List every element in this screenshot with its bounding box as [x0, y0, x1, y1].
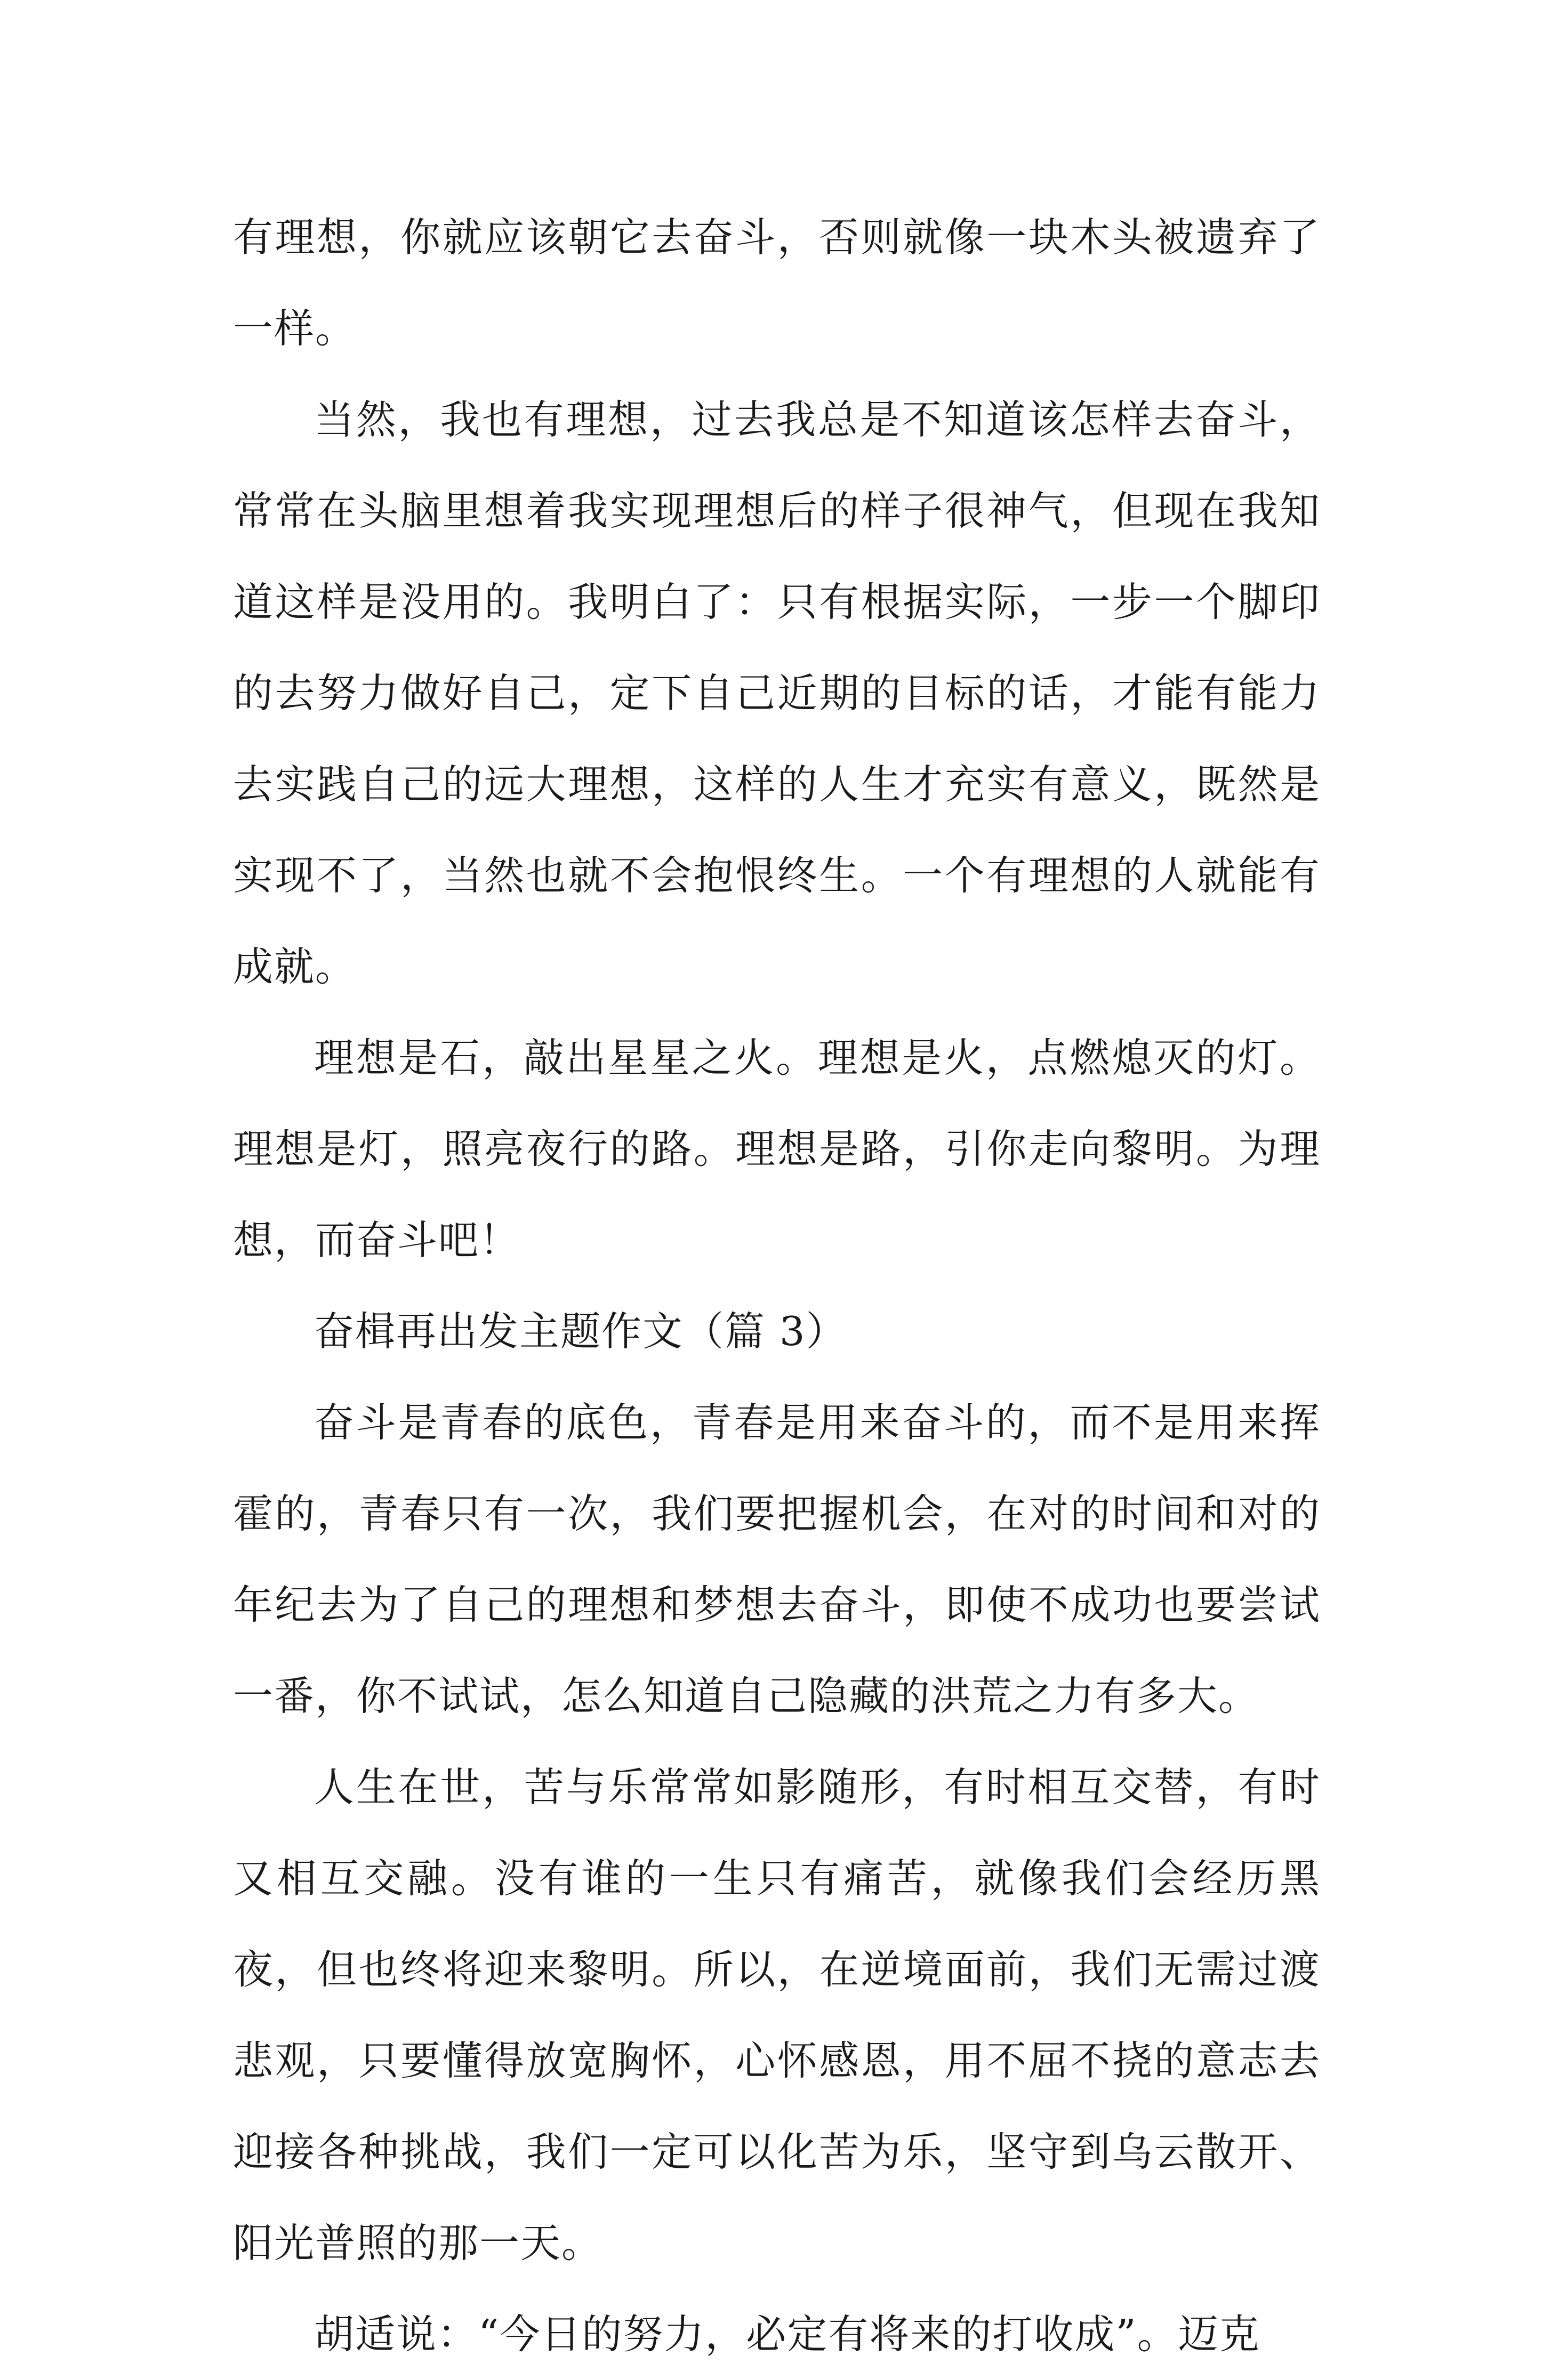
paragraph: 奋斗是青春的底色，青春是用来奋斗的，而不是用来挥霍的，青春只有一次，我们要把握机会，在对的时间和对的年纪去为了自己的理想和梦想去奋斗，即使不成功也要尝试一番，你不试试，怎么知道自己隐藏的洪荒之力有多大。 [233, 1399, 1321, 1719]
paragraph: 有理想，你就应该朝它去奋斗，否则就像一块木头被遗弃了一样。 [233, 214, 1321, 352]
section-heading: 奋楫再出发主题作文（篇 3） [314, 1308, 847, 1355]
paragraph: 胡适说：“今日的努力，必定有将来的打收成”。迈克 [314, 2311, 1260, 2358]
document-body [233, 192, 1321, 2380]
paragraph: 理想是石，敲出星星之火。理想是火，点燃熄灭的灯。理想是灯，照亮夜行的路。理想是路，引你走向黎明。为理想，而奋斗吧！ [233, 1034, 1321, 1264]
paragraph: 当然，我也有理想，过去我总是不知道该怎样去奋斗，常常在头脑里想着我实现理想后的样子很神气，但现在我知道这样是没用的。我明白了：只有根据实际，一步一个脚印的去努力做好自己，定下自己近期的目标的话，才能有能力去实践自己的远大理想，这样的人生才充实有意义，既然是实现不了，当然也就不会抱恨终生。一个有理想的人就能有成就。 [233, 396, 1321, 990]
paragraph: 人生在世，苦与乐常常如影随形，有时相互交替，有时又相互交融。没有谁的一生只有痛苦，就像我们会经历黑夜，但也终将迎来黎明。所以，在逆境面前，我们无需过渡悲观，只要懂得放宽胸怀，心怀感恩，用不屈不挠的意志去迎接各种挑战，我们一定可以化苦为乐，坚守到乌云散开、阳光普照的那一天。 [233, 1764, 1321, 2266]
